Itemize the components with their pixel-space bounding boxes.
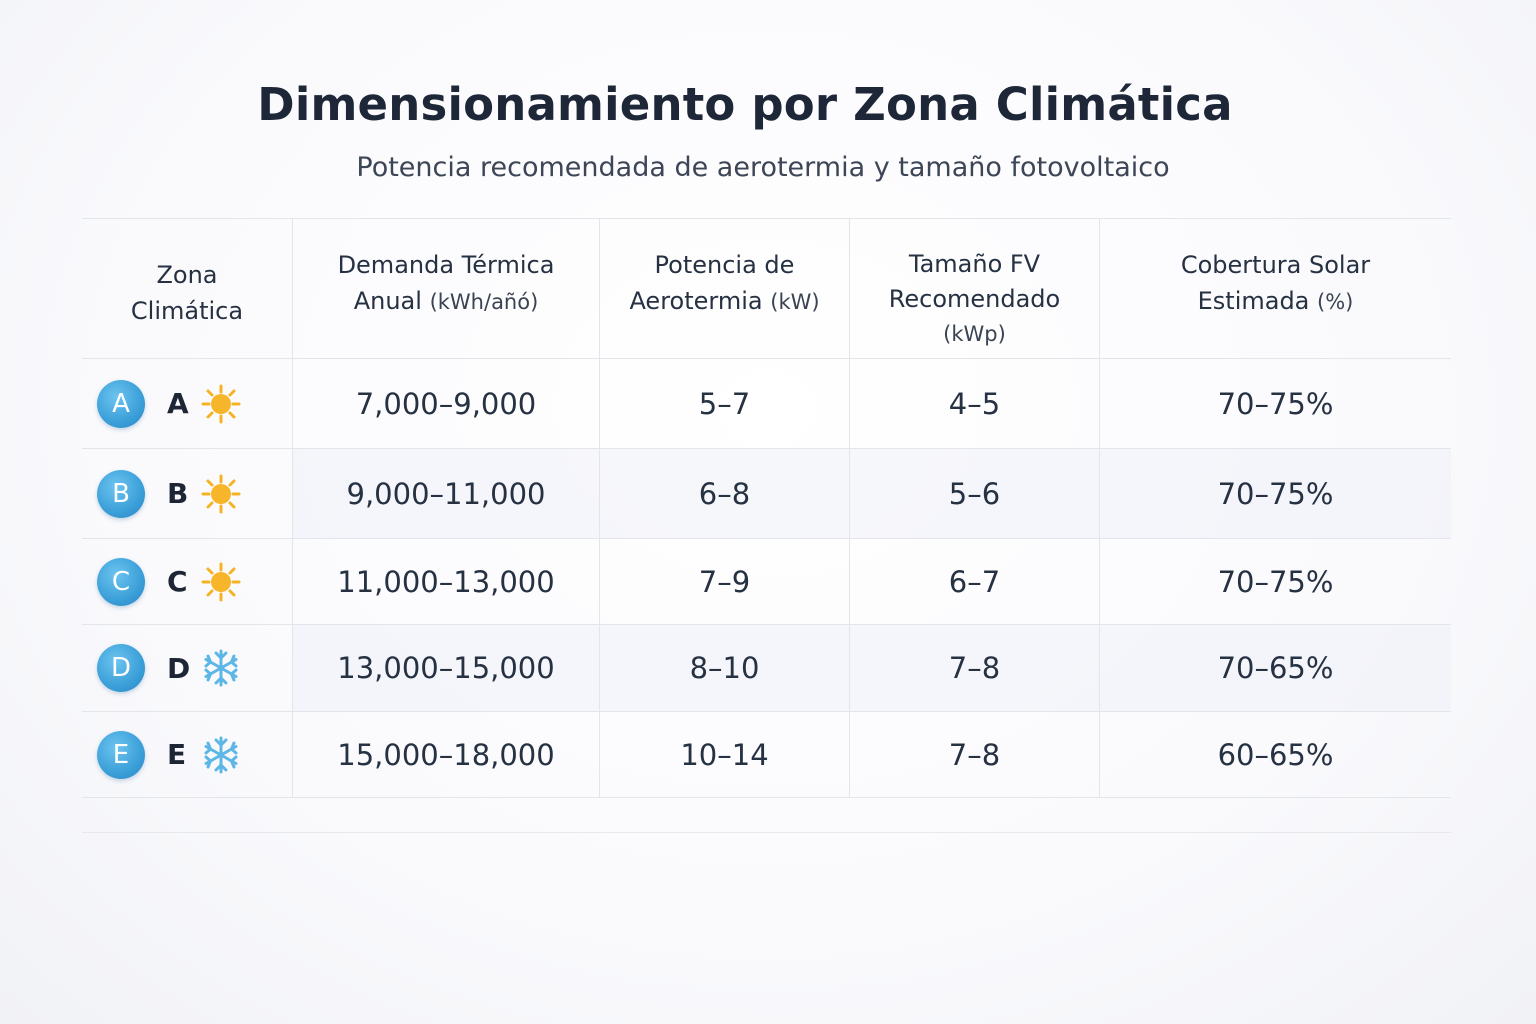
header-cobertura (1100, 219, 1451, 358)
sun-icon (201, 384, 241, 424)
demanda-value: 9,000–11,000 (293, 449, 600, 538)
zone-badge: B (97, 470, 145, 518)
header-tamano-line2: Recomendado (888, 285, 1061, 313)
header-demanda-unit: (kWh/añó) (429, 290, 539, 314)
tamano-value: 7–8 (850, 712, 1100, 797)
zone-letter: C (167, 565, 188, 598)
cobertura-value: 70–75% (1217, 386, 1334, 421)
zone-cell (82, 359, 293, 448)
zone-letter: E (167, 738, 187, 771)
header-tamano-line1: Tamaño FV (908, 250, 1041, 278)
header-potencia-line2: Aerotermia (629, 287, 763, 315)
table-row (82, 539, 1451, 625)
cobertura-value: 70–75% (1100, 449, 1451, 538)
demanda-value: 13,000–15,000 (293, 625, 600, 711)
table-row (82, 625, 1451, 712)
tamano-value: 5–6 (850, 449, 1100, 538)
demanda-value: 15,000–18,000 (293, 712, 600, 797)
header-demanda-line2: Anual (353, 287, 422, 315)
tamano-value: 6–7 (850, 539, 1100, 624)
potencia-value: 10–14 (600, 712, 850, 797)
snowflake-icon (201, 735, 241, 775)
header-cobertura-line2-wrap (1198, 283, 1354, 320)
zone-badge: D (97, 644, 145, 692)
header-cobertura-line1: Cobertura Solar (1180, 251, 1371, 279)
tamano-value: 7–8 (850, 625, 1100, 711)
header-demanda-line2-wrap (354, 283, 539, 320)
cobertura-value: 70–65% (1100, 625, 1451, 711)
potencia-value: 7–9 (600, 539, 850, 624)
zone-cell (82, 449, 293, 538)
sun-icon (201, 562, 241, 602)
table-row (82, 712, 1451, 798)
header-demanda (293, 219, 600, 358)
sizing-table (82, 218, 1451, 798)
header-cobertura-unit: (%) (1317, 290, 1354, 314)
zone-cell (82, 539, 293, 624)
potencia-value: 8–10 (600, 625, 850, 711)
header-potencia-unit: (kW) (770, 290, 820, 314)
table-row (82, 449, 1451, 539)
demanda-value: 11,000–13,000 (293, 539, 600, 624)
zone-badge: C (97, 558, 145, 606)
header-zona-line2: Climática (130, 296, 244, 325)
tamano-value: 4–5 (850, 359, 1100, 448)
potencia-value: 5–7 (600, 359, 850, 448)
page-title: Dimensionamiento por Zona Climática (257, 78, 1233, 131)
zone-letter: D (167, 651, 191, 685)
header-tamano-unit: (kWp) (943, 322, 1006, 346)
cobertura-value: 70–75% (1217, 564, 1334, 599)
snowflake-icon (201, 648, 241, 688)
table-header-row (82, 219, 1451, 359)
zone-cell (82, 712, 293, 797)
header-tamano (850, 219, 1100, 358)
header-demanda-line1: Demanda Térmica (337, 251, 555, 279)
zone-badge: A (97, 380, 145, 428)
zone-badge: E (97, 731, 145, 779)
zone-letter: A (167, 387, 189, 420)
zone-letter: B (167, 477, 189, 510)
header-potencia-line1: Potencia de (654, 251, 795, 279)
header-potencia-line2-wrap (629, 283, 819, 320)
sun-icon (201, 474, 241, 514)
header-cobertura-line2: Estimada (1197, 287, 1310, 315)
table-row (82, 359, 1451, 449)
zone-cell (82, 625, 293, 711)
potencia-value: 6–8 (600, 449, 850, 538)
page-subtitle: Potencia recomendada de aerotermia y tamaño fotovoltaico (356, 152, 1170, 183)
header-zona (82, 219, 293, 358)
demanda-value: 7,000–9,000 (293, 359, 600, 448)
cobertura-value: 60–65% (1217, 737, 1334, 772)
divider (82, 832, 1451, 833)
header-potencia (600, 219, 850, 358)
header-zona-line1: Zona (156, 260, 218, 289)
